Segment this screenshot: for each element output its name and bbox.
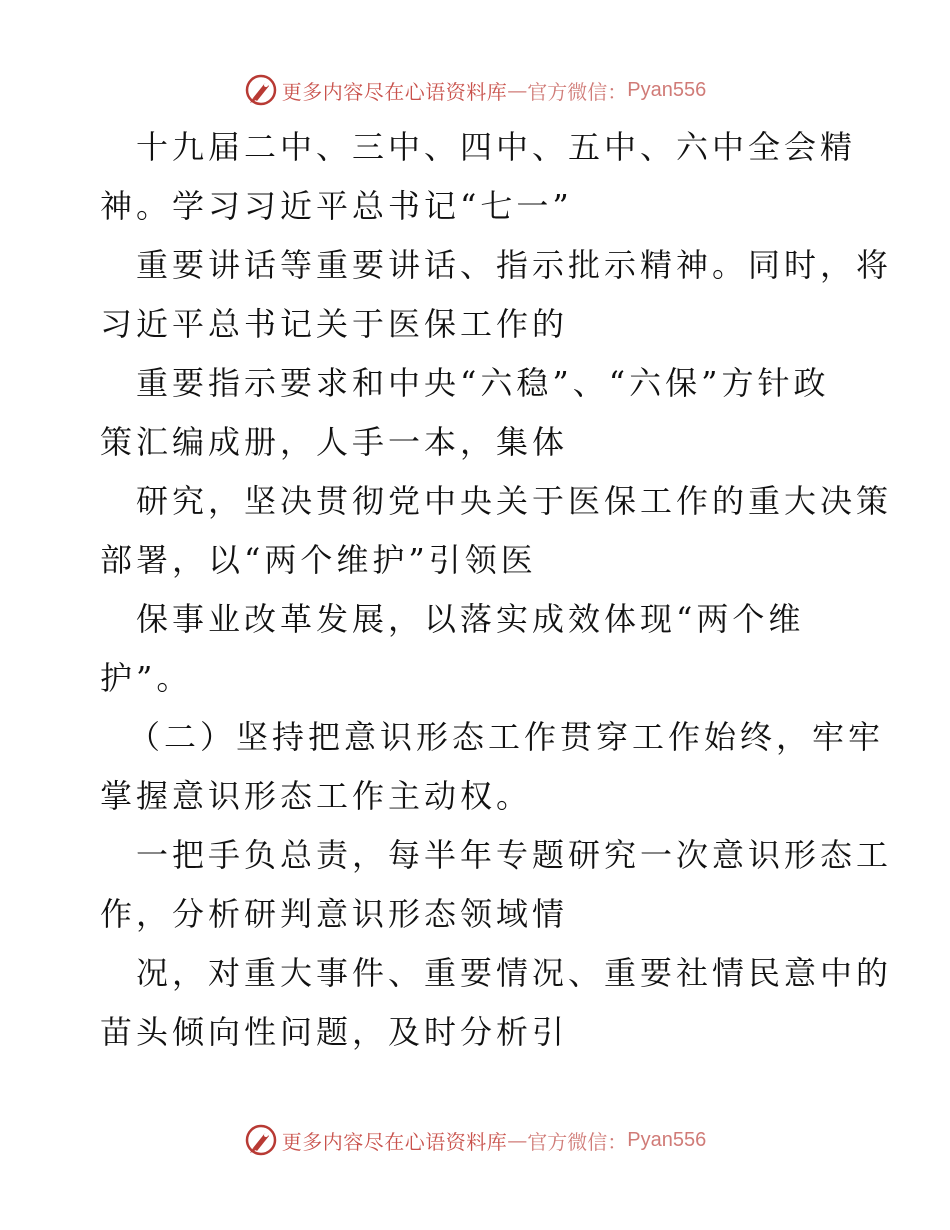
pen-nib-logo-icon [244,1123,278,1157]
header-wechat-id: Pyan556 [627,78,707,101]
body-line: 重要讲话等重要讲话、指示批示精神。同时，将 [136,246,893,284]
body-line: 重要指示要求和中央“六稳”、“六保”方针政 [136,364,830,402]
header-banner-dash: — [507,78,528,102]
body-line: 策汇编成册，人手一本，集体 [100,423,569,461]
footer-wechat-id: Pyan556 [627,1128,707,1151]
body-line: 保事业改革发展，以落实成效体现“两个维 [136,600,805,638]
pen-nib-logo-icon [244,73,278,107]
body-line: 苗头倾向性问题，及时分析引 [100,1013,569,1051]
body-line: 习近平总书记关于医保工作的 [100,305,569,343]
body-line: 神。学习习近平总书记“七一” [100,187,573,225]
section-heading-line: 掌握意识形态工作主动权。 [100,777,533,815]
body-line: 部署，以“两个维护”引领医 [100,541,537,579]
body-line: 十九届二中、三中、四中、五中、六中全会精 [136,128,857,166]
body-line: 一把手负总责，每半年专题研究一次意识形态工 [136,836,893,874]
body-line: 况，对重大事件、重要情况、重要社情民意中的 [136,954,893,992]
document-body [100,118,893,1062]
body-line: 研究，坚决贯彻党中央关于医保工作的重大决策 [136,482,893,520]
footer-banner [0,1120,950,1160]
header-wechat-label: 官方微信： [527,79,628,104]
header-banner-title: 更多内容尽在心语资料库 [281,79,508,104]
footer-banner-title: 更多内容尽在心语资料库 [281,1129,508,1154]
header-banner [0,70,950,110]
body-line: 作，分析研判意识形态领域情 [100,895,569,933]
section-heading-line: （二）坚持把意识形态工作贯穿工作始终，牢牢 [128,718,885,756]
body-line: 护”。 [100,659,193,697]
footer-wechat-label: 官方微信： [527,1129,628,1154]
footer-banner-dash: — [507,1128,528,1152]
